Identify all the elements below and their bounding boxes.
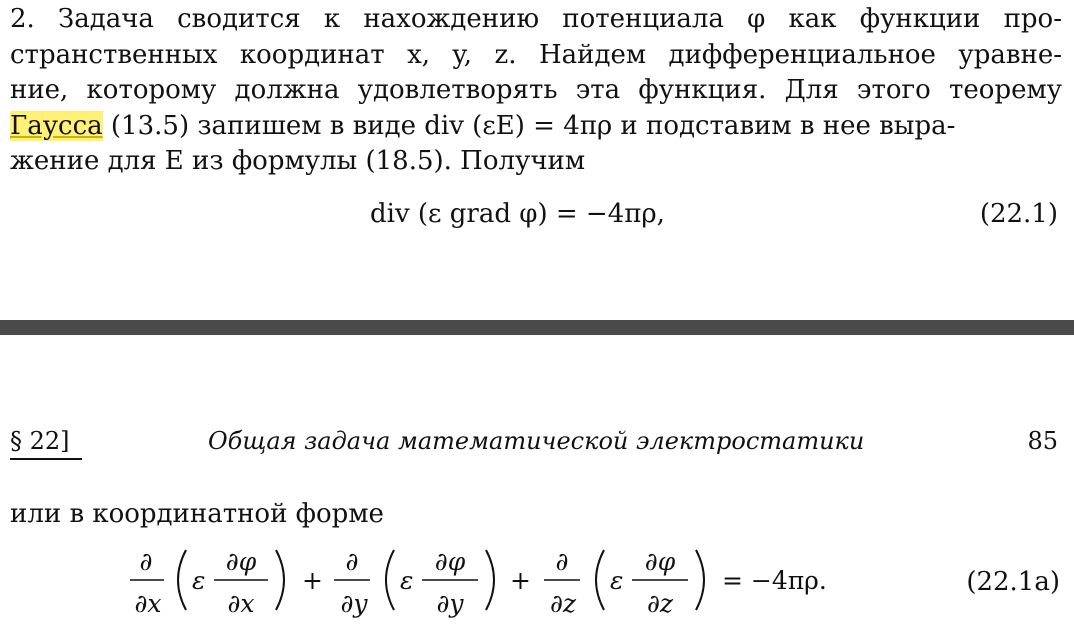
equation-expression: div (ε grad φ) = −4πρ,	[370, 199, 665, 229]
dphi-den-z: ∂z	[646, 589, 674, 618]
page-number: 85	[1027, 427, 1058, 455]
dphi-num: ∂φ	[225, 547, 257, 576]
dphi-num: ∂φ	[644, 547, 676, 576]
text-line-2: странственных координат x, y, z. Найдем дифференциальное уравне-	[10, 39, 1062, 70]
running-head	[10, 424, 1062, 458]
partial-den-z: ∂z	[549, 589, 577, 618]
plus-1: +	[302, 566, 323, 595]
partial-num: ∂	[345, 547, 359, 576]
intro-text: или в координатной форме	[10, 499, 384, 529]
equation-number: (22.1a)	[966, 567, 1060, 597]
term-x	[130, 547, 284, 618]
equation-formula	[0, 536, 960, 626]
highlighted-term[interactable]: Гаусса	[10, 110, 103, 141]
text-line-4-rest: (13.5) запишем в виде div (εE) = 4πρ и подставим в нее выра-	[102, 110, 956, 141]
dphi-num: ∂φ	[434, 547, 466, 576]
epsilon: ε	[610, 566, 624, 595]
text-line-3: ние, которому должна удовлетворять эта функция. Для этого теорему	[10, 75, 1062, 105]
term-z	[544, 547, 704, 618]
section-label: § 22]	[10, 427, 70, 455]
dphi-den-x: ∂x	[227, 589, 255, 618]
term-y	[334, 547, 494, 618]
epsilon: ε	[400, 566, 414, 595]
equation-number: (22.1)	[979, 199, 1058, 229]
equation-rhs: = −4πρ.	[722, 566, 827, 595]
epsilon: ε	[192, 566, 206, 595]
paragraph-top	[10, 2, 1062, 180]
dphi-den-y: ∂y	[436, 589, 464, 618]
partial-num: ∂	[555, 547, 569, 576]
text-line-4	[10, 109, 1062, 145]
partial-den-x: ∂x	[134, 589, 162, 618]
equation-22-1	[370, 192, 1062, 236]
partial-num: ∂	[139, 547, 153, 576]
partial-den-y: ∂y	[340, 589, 368, 618]
section-underline	[10, 458, 82, 460]
equation-22-1a	[0, 536, 1074, 626]
running-title: Общая задача математической электростатики	[208, 427, 865, 455]
text-line-5: жение для E из формулы (18.5). Получим	[10, 146, 586, 176]
page-divider	[0, 320, 1074, 335]
text-line-1: 2. Задача сводится к нахождению потенциала φ как функции про-	[10, 4, 1062, 34]
plus-2: +	[510, 566, 531, 595]
